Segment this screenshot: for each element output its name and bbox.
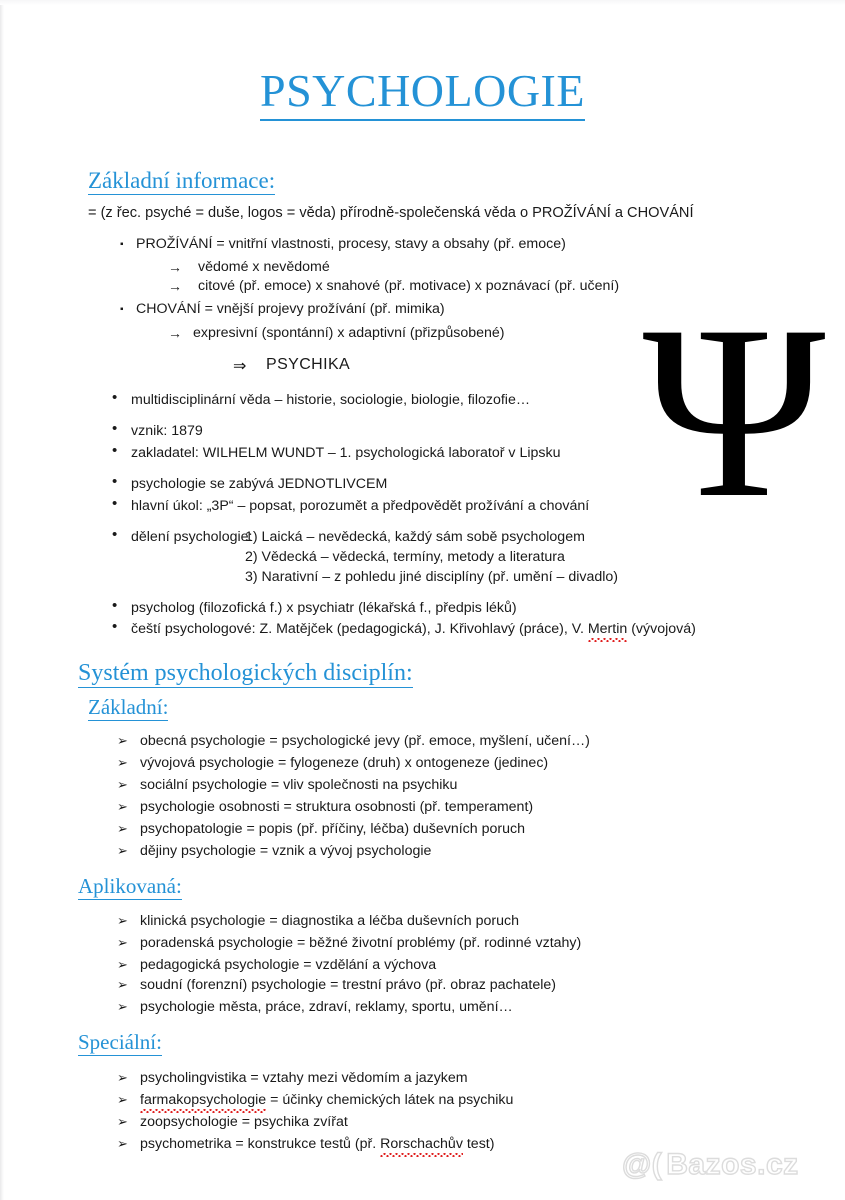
czech-psychologists-suffix: (vývojová) bbox=[627, 621, 696, 637]
arrowhead-bullet-icon: ➢ bbox=[117, 1070, 128, 1085]
arrowhead-bullet-icon: ➢ bbox=[117, 1136, 128, 1151]
misspelled-word: farmakopsychologie bbox=[140, 1092, 267, 1108]
arrowhead-bullet-icon: ➢ bbox=[117, 1092, 128, 1107]
basic-discipline-4: psychologie osobnosti = struktura osobnosti (př. temperament) bbox=[140, 799, 534, 815]
prozivani-text: PROŽÍVÁNÍ = vnitřní vlastnosti, procesy, stavy a obsahy (př. emoce) bbox=[136, 236, 566, 252]
arrowhead-bullet-icon: ➢ bbox=[117, 935, 128, 950]
arrow-icon: → bbox=[168, 278, 182, 294]
dot-bullet-icon: • bbox=[112, 420, 118, 437]
heading-applied-disciplines: Aplikovaná: bbox=[78, 874, 182, 898]
arrowhead-bullet-icon: ➢ bbox=[117, 977, 128, 992]
square-bullet-icon: ▪ bbox=[120, 304, 124, 315]
division-item-1: 1) Laická – nevědecká, každý sám sobě psychologem bbox=[245, 529, 585, 545]
basic-discipline-5: psychopatologie = popis (př. příčiny, léčba) duševních poruch bbox=[140, 821, 525, 837]
page-edge-top bbox=[0, 0, 845, 5]
dot-bullet-icon: • bbox=[112, 389, 118, 406]
special-discipline-2 bbox=[140, 1090, 513, 1110]
page-title-text: PSYCHOLOGIE bbox=[260, 65, 585, 121]
fact-5: hlavní úkol: „3P“ – popsat, porozumět a předpovědět prožívání a chování bbox=[131, 498, 590, 514]
special-discipline-4 bbox=[140, 1134, 494, 1154]
basic-info-lead: = (z řec. psyché = duše, logos = věda) přírodně-společenská věda o PROŽÍVÁNÍ a CHOVÁNÍ bbox=[88, 205, 694, 221]
applied-discipline-3: pedagogická psychologie = vzdělání a výchova bbox=[140, 957, 437, 973]
arrowhead-bullet-icon: ➢ bbox=[117, 733, 128, 748]
special-discipline-3: zoopsychologie = psychika zvířat bbox=[140, 1114, 348, 1130]
arrowhead-bullet-icon: ➢ bbox=[117, 821, 128, 836]
double-arrow-icon: ⇒ bbox=[233, 358, 247, 375]
special-discipline-2-suffix: = účinky chemických látek na psychiku bbox=[266, 1092, 514, 1108]
conclusion-psychika: PSYCHIKA bbox=[266, 356, 351, 373]
prozivani-sub-2: citové (př. emoce) x snahové (př. motivace) x poznávací (př. učení) bbox=[198, 278, 620, 294]
arrowhead-bullet-icon: ➢ bbox=[117, 957, 128, 972]
basic-discipline-1: obecná psychologie = psychologické jevy (př. emoce, myšlení, učení…) bbox=[140, 733, 590, 749]
heading-basic-disciplines: Základní: bbox=[88, 695, 169, 719]
fact-2: vznik: 1879 bbox=[131, 423, 203, 439]
arrowhead-bullet-icon: ➢ bbox=[117, 777, 128, 792]
watermark-text: Bazos.cz bbox=[666, 1148, 799, 1181]
dot-bullet-icon: • bbox=[112, 442, 118, 459]
fact-4: psychologie se zabývá JEDNOTLIVCEM bbox=[131, 476, 388, 492]
arrowhead-bullet-icon: ➢ bbox=[117, 913, 128, 928]
division-item-2: 2) Vědecká – vědecká, termíny, metody a literatura bbox=[245, 549, 565, 565]
basic-discipline-3: sociální psychologie = vliv společnosti na psychiku bbox=[140, 777, 458, 793]
heading-special-disciplines: Speciální: bbox=[78, 1030, 162, 1054]
square-bullet-icon: ▪ bbox=[120, 239, 124, 250]
arrowhead-bullet-icon: ➢ bbox=[117, 1114, 128, 1129]
fact-3: zakladatel: WILHELM WUNDT – 1. psychologická laboratoř v Lipsku bbox=[131, 445, 561, 461]
czech-psychologists-prefix: čeští psychologové: Z. Matějček (pedagogická), J. Křivohlavý (práce), V. bbox=[131, 621, 588, 637]
arrowhead-bullet-icon: ➢ bbox=[117, 999, 128, 1014]
closing-1: psycholog (filozofická f.) x psychiatr (lékařská f., předpis léků) bbox=[131, 600, 517, 616]
chovani-sub-1: expresivní (spontánní) x adaptivní (přizpůsobené) bbox=[193, 325, 505, 341]
arrowhead-bullet-icon: ➢ bbox=[117, 799, 128, 814]
prozivani-sub-1: vědomé x nevědomé bbox=[198, 259, 330, 275]
arrow-icon: → bbox=[168, 259, 182, 275]
dot-bullet-icon: • bbox=[112, 495, 118, 512]
page-edge-left bbox=[0, 0, 4, 1200]
special-discipline-4-suffix: test) bbox=[462, 1136, 495, 1152]
applied-discipline-4: soudní (forenzní) psychologie = trestní právo (př. obraz pachatele) bbox=[140, 977, 556, 993]
basic-discipline-6: dějiny psychologie = vznik a vývoj psychologie bbox=[140, 843, 432, 859]
applied-discipline-1: klinická psychologie = diagnostika a léčba duševních poruch bbox=[140, 913, 519, 929]
arrowhead-bullet-icon: ➢ bbox=[117, 843, 128, 858]
division-item-3: 3) Narativní – z pohledu jiné disciplíny (př. umění – divadlo) bbox=[245, 569, 619, 585]
page-title bbox=[0, 65, 845, 116]
fact-1: multidisciplinární věda – historie, sociologie, biologie, filozofie… bbox=[131, 392, 531, 408]
dot-bullet-icon: • bbox=[112, 597, 118, 614]
misspelled-word: Mertin bbox=[587, 621, 628, 637]
division-label: dělení psychologie: bbox=[131, 529, 253, 545]
chovani-text: CHOVÁNÍ = vnější projevy prožívání (př. mimika) bbox=[136, 301, 445, 317]
arrow-icon: → bbox=[168, 325, 182, 341]
psi-greek-letter-icon: Ψ bbox=[642, 300, 826, 524]
arrowhead-bullet-icon: ➢ bbox=[117, 755, 128, 770]
czech-psychologists bbox=[131, 619, 696, 639]
heading-basic-info: Základní informace: bbox=[88, 168, 276, 193]
special-discipline-1: psycholingvistika = vztahy mezi vědomím a jazykem bbox=[140, 1070, 468, 1086]
watermark bbox=[622, 1148, 799, 1182]
watermark-mark: @( bbox=[622, 1148, 663, 1181]
special-discipline-4-prefix: psychometrika = konstrukce testů (př. bbox=[140, 1136, 381, 1152]
basic-discipline-2: vývojová psychologie = fylogeneze (druh) x ontogeneze (jedinec) bbox=[140, 755, 549, 771]
dot-bullet-icon: • bbox=[112, 473, 118, 490]
dot-bullet-icon: • bbox=[112, 526, 118, 543]
applied-discipline-2: poradenská psychologie = běžné životní problémy (př. rodinné vztahy) bbox=[140, 935, 582, 951]
heading-system: Systém psychologických disciplín: bbox=[78, 660, 413, 686]
dot-bullet-icon: • bbox=[112, 618, 118, 635]
misspelled-word: Rorschachův bbox=[380, 1136, 463, 1152]
applied-discipline-5: psychologie města, práce, zdraví, reklamy, sportu, umění… bbox=[140, 999, 513, 1015]
